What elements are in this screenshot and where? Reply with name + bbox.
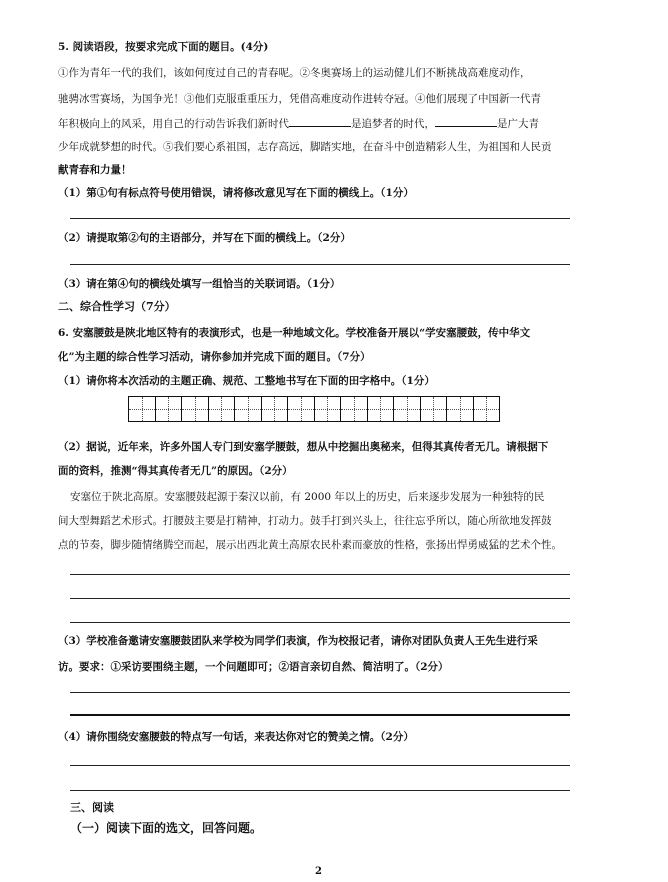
q5-passage-line-1: ①作为青年一代的我们，该如何度过自己的青春呢。②冬奥赛场上的运动健儿们不断挑战高难度动作， <box>58 67 531 79</box>
q5-passage-line-3a: 年积极向上的风采，用自己的行动告诉我们新时代 <box>58 118 289 130</box>
grid-cell[interactable] <box>447 397 474 421</box>
answer-line-q6-2a[interactable] <box>70 574 570 575</box>
answer-line-q5-2[interactable] <box>70 264 570 265</box>
material-line-1: 安塞位于陕北高原。安塞腰鼓起源于秦汉以前，有 2000 年以上的历史，后来逐步发展为一种独特的民 <box>70 491 545 503</box>
grid-cell[interactable] <box>368 397 395 421</box>
q6-intro-line-2: 化”为主题的综合性学习活动，请你参加并完成下面的题目。（7分） <box>58 351 371 363</box>
answer-line-q6-4b[interactable] <box>70 790 570 791</box>
grid-cell[interactable] <box>421 397 448 421</box>
answer-line-q6-3a[interactable] <box>70 692 570 693</box>
q5-passage-line-5: 献青春和力量！ <box>58 164 132 176</box>
grid-cell[interactable] <box>156 397 183 421</box>
page-number: 2 <box>315 866 322 877</box>
q5-passage-line-4: 少年成就梦想的时代。⑤我们要心系祖国，志存高远，脚踏实地，在奋斗中创造精彩人生，为祖国和人民贡 <box>58 141 552 153</box>
answer-line-q6-3b[interactable] <box>70 714 570 716</box>
answer-line-q5-1[interactable] <box>70 218 570 219</box>
q6-sub-1: （1）请你将本次活动的主题正确、规范、工整地书写在下面的田字格中。（1分） <box>58 375 435 387</box>
q6-sub-2-line-1: （2）据说，近年来，许多外国人专门到安塞学腰鼓，想从中挖掘出奥秘来，但得其真传者无几。请根据下 <box>58 441 549 453</box>
q5-blank-1[interactable] <box>289 116 351 127</box>
q5-title: 5. 阅读语段，按要求完成下面的题目。(4分) <box>58 41 269 53</box>
grid-cell[interactable] <box>315 397 342 421</box>
answer-line-q6-2b[interactable] <box>70 598 570 599</box>
section-2-title: 二、综合性学习（7分） <box>58 300 176 313</box>
grid-cell[interactable] <box>394 397 421 421</box>
q6-intro-line-1: 6. 安塞腰鼓是陕北地区特有的表演形式，也是一种地域文化。学校准备开展以“学安塞腰鼓，传中华文 <box>58 327 531 339</box>
q6-sub-3-line-1: （3）学校准备邀请安塞腰鼓团队来学校为同学们表演，作为校报记者，请你对团队负责人王先生进行采 <box>58 635 538 647</box>
grid-cell[interactable] <box>474 397 500 421</box>
q5-sub-1: （1）第①句有标点符号使用错误，请将修改意见写在下面的横线上。（1分） <box>58 187 414 199</box>
material-line-2: 间大型舞蹈艺术形式。打腰鼓主要是打精神，打动力。鼓手打到兴头上，往往忘乎所以，随心所欲地发挥鼓 <box>58 515 552 527</box>
tianzige-grid[interactable] <box>128 396 500 422</box>
grid-cell[interactable] <box>129 397 156 421</box>
grid-cell[interactable] <box>235 397 262 421</box>
grid-cell[interactable] <box>341 397 368 421</box>
q5-sub-2: （2）请提取第②句的主语部分，并写在下面的横线上。（2分） <box>58 232 351 244</box>
q6-sub-3-line-2: 访。要求：①采访要围绕主题，一个问题即可；②语言亲切自然、简洁明了。（2分） <box>58 661 449 673</box>
section-3-subtitle: （一）阅读下面的选文，回答问题。 <box>70 821 263 835</box>
grid-cell[interactable] <box>262 397 289 421</box>
q5-passage-line-2: 驰骋冰雪赛场，为国争光！③他们克服重重压力，凭借高难度动作进转夺冠。④他们展现了中国新一代青 <box>58 93 541 105</box>
q5-passage-line-3c: 是广大青 <box>497 118 539 130</box>
material-line-3: 点的节奏，脚步随情绪腾空而起，展示出西北黄土高原农民朴素而豪放的性格，张扬出悍勇威猛的艺术个性。 <box>58 539 562 551</box>
q5-passage-line-3b: 是追梦者的时代， <box>351 118 435 130</box>
q6-sub-2-line-2: 面的资料，推测“得其真传者无几”的原因。（2分） <box>58 465 293 477</box>
q5-blank-2[interactable] <box>435 116 497 127</box>
answer-line-q6-4a[interactable] <box>70 765 570 766</box>
answer-line-q6-2c[interactable] <box>70 622 570 623</box>
q6-sub-4: （4）请你围绕安塞腰鼓的特点写一句话，来表达你对它的赞美之情。（2分） <box>58 731 414 743</box>
grid-cell[interactable] <box>288 397 315 421</box>
section-3-title: 三、阅读 <box>70 801 114 814</box>
q5-passage-line-3 <box>58 116 618 131</box>
grid-cell[interactable] <box>209 397 236 421</box>
q5-sub-3: （3）请在第④句的横线处填写一组恰当的关联词语。（1分） <box>58 278 341 290</box>
grid-cell[interactable] <box>182 397 209 421</box>
